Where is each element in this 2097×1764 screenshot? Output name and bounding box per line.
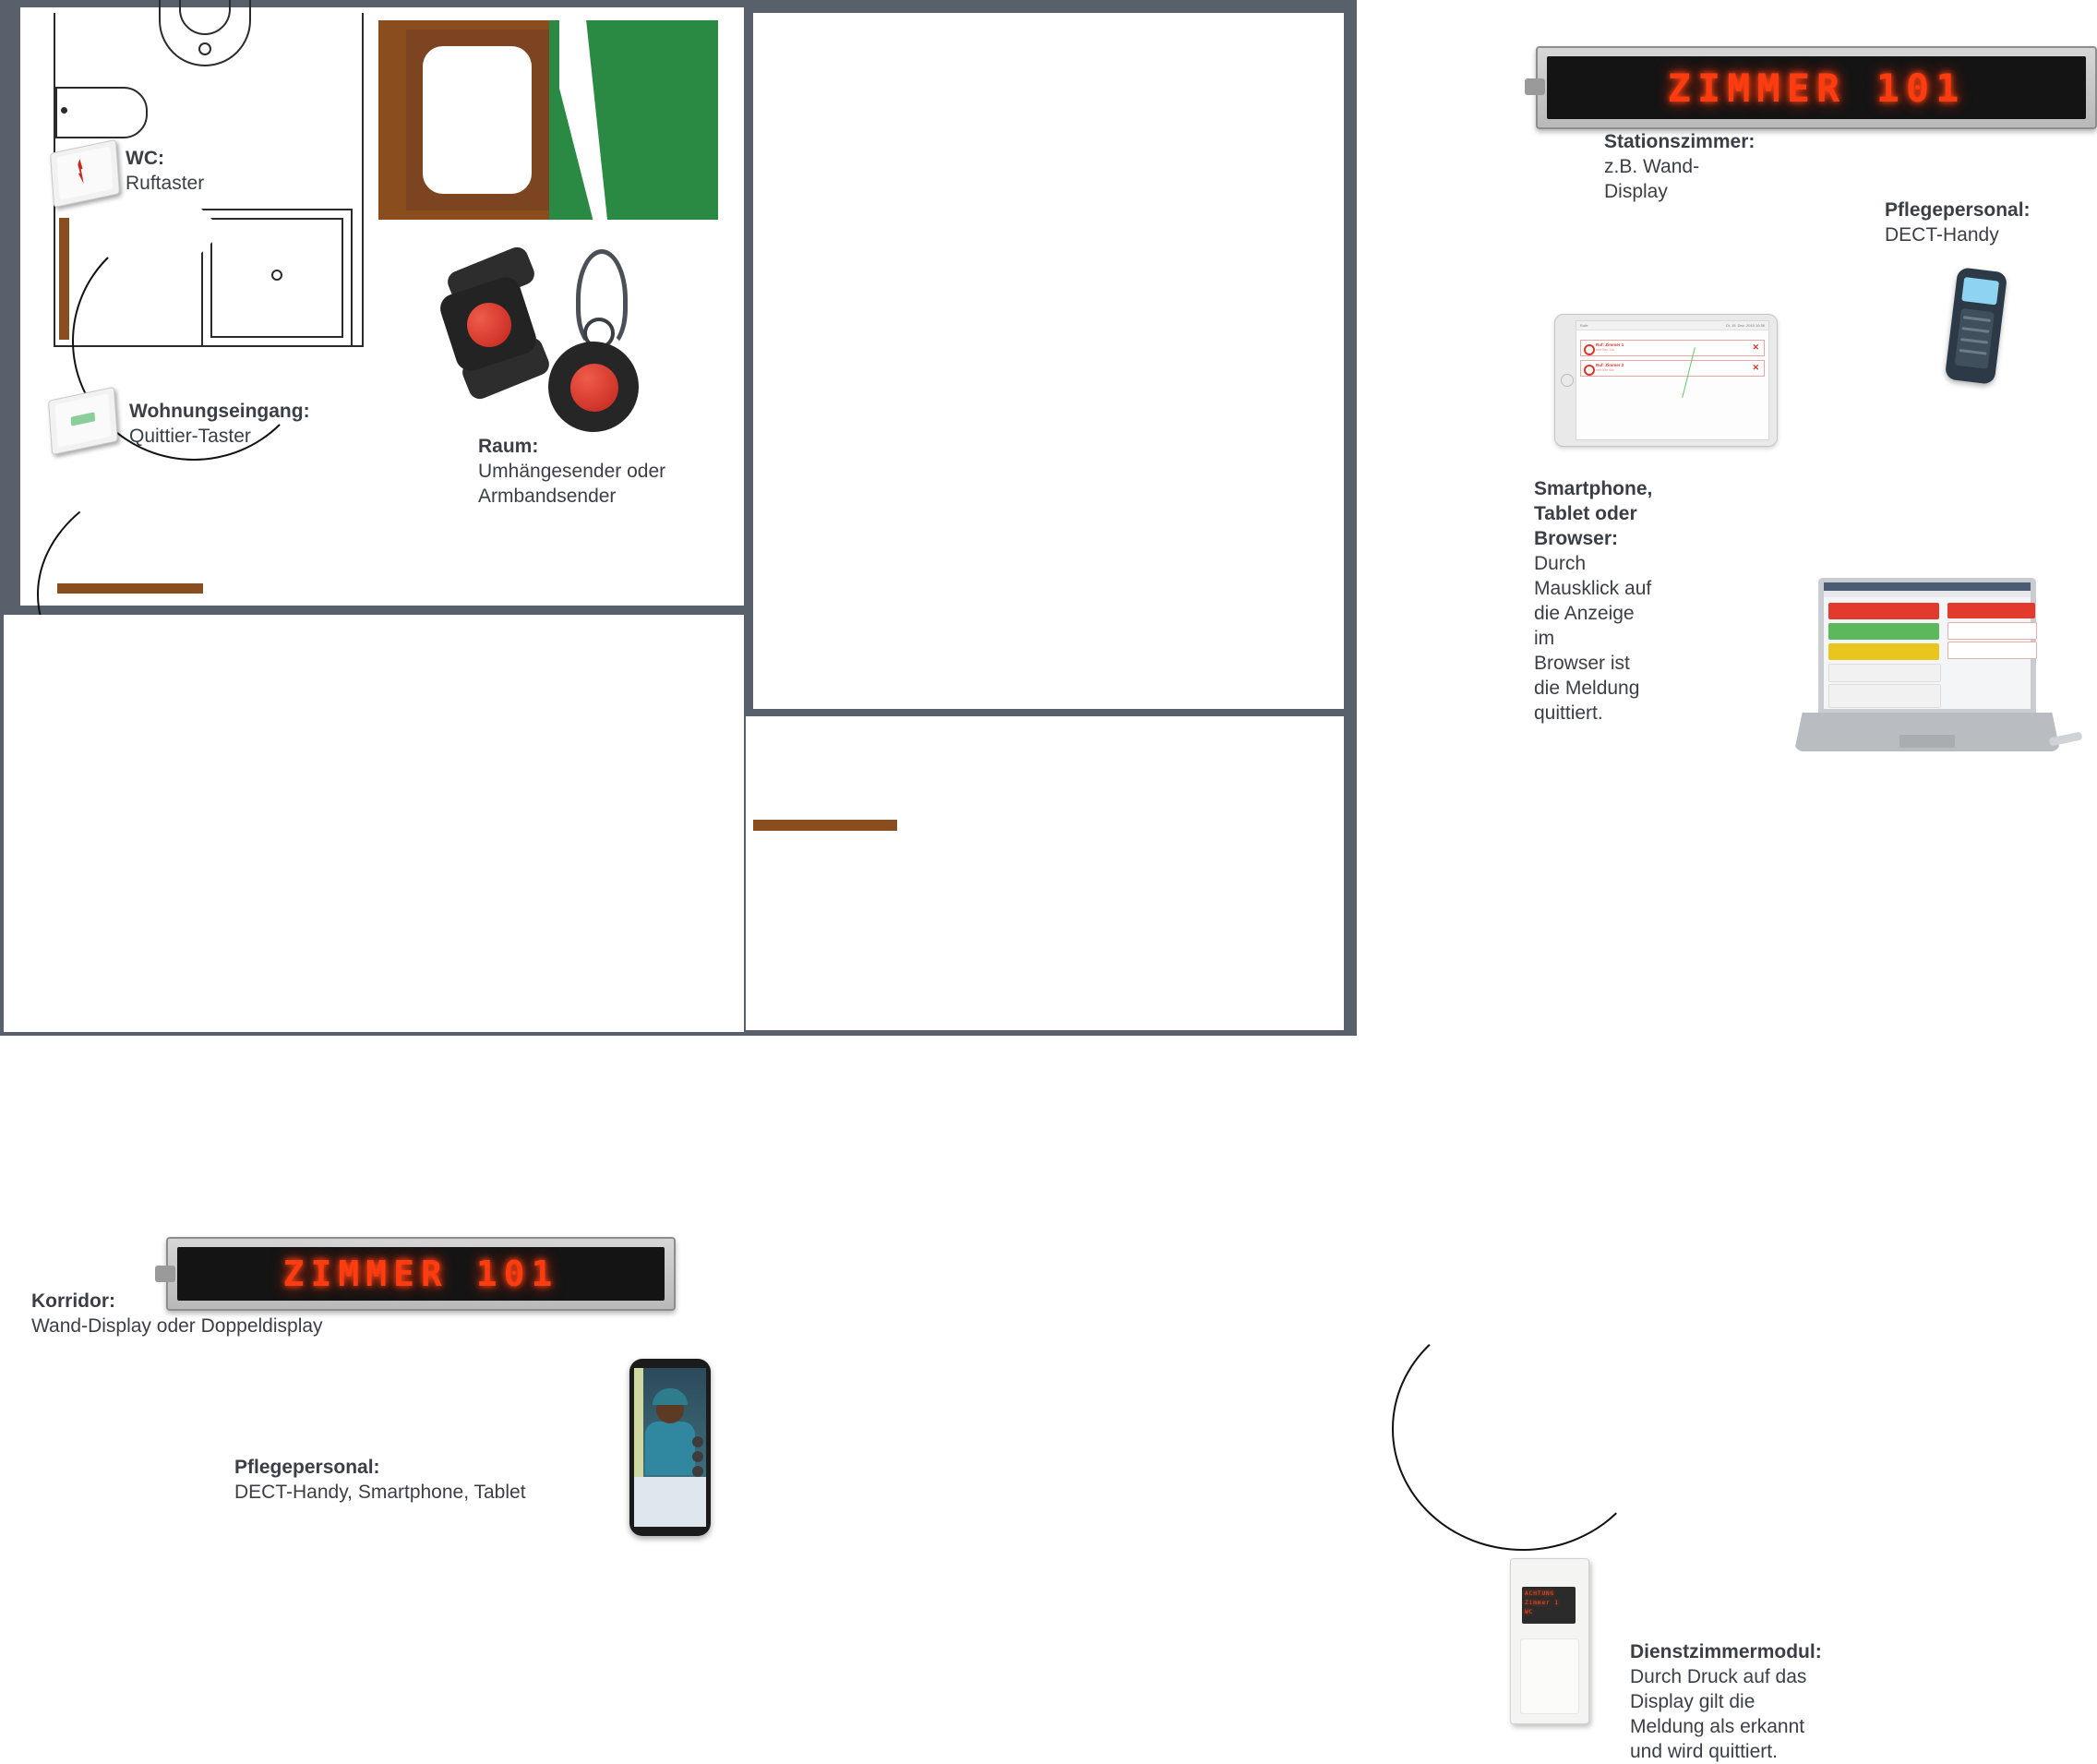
corridor-led-text: ZIMMER 101 bbox=[282, 1254, 559, 1294]
tablet-call-sub: seit 00m 06s bbox=[1596, 368, 1614, 372]
dect-key-row-1[interactable] bbox=[1963, 316, 1991, 322]
laptop-lid bbox=[1818, 578, 2036, 713]
label-staff-dect-desc: DECT-Handy bbox=[1885, 224, 1999, 246]
entrance-acknowledge-button[interactable] bbox=[48, 387, 118, 455]
dect-key-row-3[interactable] bbox=[1960, 338, 1988, 344]
smartphone-screen[interactable] bbox=[634, 1368, 706, 1527]
label-wc-desc: Ruftaster bbox=[126, 173, 205, 194]
label-station bbox=[1604, 129, 1755, 204]
video-lower-panel bbox=[634, 1477, 706, 1527]
dismiss-icon[interactable]: ✕ bbox=[1752, 363, 1759, 372]
display-mount-bracket bbox=[155, 1266, 175, 1282]
label-station-desc: z.B. Wand-Display bbox=[1604, 156, 1700, 202]
label-corridor-desc: Wand-Display oder Doppeldisplay bbox=[31, 1315, 323, 1337]
tablet-call-row[interactable] bbox=[1580, 340, 1765, 356]
label-wc-title: WC: bbox=[126, 148, 164, 169]
tablet-call-sub: seit 00m 14s bbox=[1596, 348, 1614, 352]
label-entrance bbox=[129, 399, 310, 449]
module-display[interactable] bbox=[1522, 1587, 1576, 1624]
module-body bbox=[1520, 1638, 1579, 1714]
room-station bbox=[753, 13, 2031, 724]
tablet-statusbar-title: Rufe bbox=[1580, 323, 1588, 328]
label-corridor-title: Korridor: bbox=[31, 1290, 115, 1312]
module-display-line-1: ACHTUNG bbox=[1525, 1590, 1555, 1597]
dect-screen bbox=[1961, 277, 1999, 305]
call-list-row-warn[interactable] bbox=[1828, 643, 1939, 660]
door-frame-bottom bbox=[378, 210, 549, 220]
laptop-trackpad[interactable] bbox=[1899, 735, 1955, 748]
label-smart-desc-2: Browser ist die Meldung quittiert. bbox=[1534, 653, 1640, 724]
video-call-area bbox=[634, 1368, 706, 1477]
browser-titlebar bbox=[1824, 582, 2031, 591]
laptop-screen[interactable] bbox=[1824, 582, 2031, 709]
label-room-title: Raum: bbox=[478, 436, 539, 457]
service-door-sill bbox=[753, 820, 897, 831]
door-light-streak bbox=[559, 20, 607, 220]
tablet-screen[interactable] bbox=[1576, 320, 1769, 440]
station-led-screen bbox=[1547, 56, 2086, 119]
station-led-text: ZIMMER 101 bbox=[1667, 65, 1966, 111]
smartphone-device[interactable] bbox=[629, 1359, 711, 1536]
dect-key-row-4[interactable] bbox=[1959, 349, 1986, 355]
label-entrance-title: Wohnungseingang: bbox=[129, 401, 310, 422]
side-alert-3[interactable] bbox=[1947, 642, 2037, 659]
sink-drain-icon bbox=[198, 42, 211, 55]
label-wc bbox=[126, 146, 204, 196]
video-control-icon-3[interactable] bbox=[692, 1466, 703, 1477]
side-alert-1[interactable] bbox=[1947, 603, 2035, 618]
service-room-module[interactable] bbox=[1510, 1558, 1589, 1724]
tablet-home-button[interactable] bbox=[1561, 374, 1574, 387]
room-apartment bbox=[20, 7, 744, 606]
tablet-call-label: Ruf: Zimmer 2 bbox=[1596, 363, 1624, 367]
station-led-display bbox=[1536, 46, 2097, 129]
tablet-device[interactable] bbox=[1554, 314, 1778, 447]
toilet-flush-icon bbox=[61, 107, 67, 114]
call-detail-panel bbox=[1828, 684, 1941, 708]
label-room bbox=[478, 434, 665, 509]
label-entrance-desc: Quittier-Taster bbox=[129, 426, 251, 447]
nurse-cap-icon bbox=[653, 1388, 688, 1405]
label-smart-desc-1: Durch Mausklick auf die Anzeige im bbox=[1534, 553, 1652, 649]
door-frame-left bbox=[378, 20, 406, 220]
apartment-door-photo bbox=[378, 20, 718, 220]
station-display-mount bbox=[1525, 78, 1545, 95]
laptop-device[interactable] bbox=[1789, 578, 2066, 770]
call-list-row-idle[interactable] bbox=[1828, 664, 1941, 682]
bathroom-wall-right bbox=[362, 13, 364, 347]
toilet-icon bbox=[55, 87, 148, 138]
label-service-module bbox=[1630, 1639, 1822, 1764]
dect-key-row-2[interactable] bbox=[1961, 327, 1989, 333]
call-list-row-alarm[interactable] bbox=[1828, 603, 1939, 619]
door-frame-top bbox=[378, 20, 549, 30]
video-side-strip bbox=[634, 1368, 643, 1477]
label-staff-corridor-desc: DECT-Handy, Smartphone, Tablet bbox=[234, 1482, 526, 1503]
tablet-statusbar-time: Di, 15. Dez. 2015 10:36 bbox=[1725, 323, 1765, 328]
room-service bbox=[746, 716, 1822, 1762]
tablet-call-label: Ruf: Zimmer 1 bbox=[1596, 342, 1624, 347]
browser-toolbar bbox=[1824, 591, 2031, 597]
label-station-title: Stationszimmer: bbox=[1604, 131, 1755, 152]
video-control-icon-1[interactable] bbox=[692, 1436, 703, 1447]
label-staff-dect-title: Pflegepersonal: bbox=[1885, 199, 2031, 221]
label-service-title: Dienstzimmermodul: bbox=[1630, 1641, 1822, 1662]
pendant-call-button-icon[interactable] bbox=[570, 364, 618, 412]
label-room-desc-1: Umhängesender oder bbox=[478, 461, 666, 482]
module-display-line-2: Zimmer 1 bbox=[1525, 1600, 1559, 1606]
tablet-green-trace bbox=[1682, 347, 1757, 414]
wc-call-button-face bbox=[56, 146, 113, 200]
room-corridor bbox=[4, 615, 744, 1503]
alarm-gear-icon bbox=[1584, 365, 1595, 376]
video-control-icon-2[interactable] bbox=[692, 1451, 703, 1462]
call-list-row-ok[interactable] bbox=[1828, 623, 1939, 640]
label-staff-dect bbox=[1885, 198, 2031, 247]
door-white-inset bbox=[423, 46, 532, 194]
label-staff-corridor-title: Pflegepersonal: bbox=[234, 1457, 380, 1478]
service-door-swing bbox=[1392, 1307, 1654, 1551]
tablet-statusbar bbox=[1576, 321, 1768, 330]
bathroom-door-jamb bbox=[59, 218, 69, 340]
label-staff-corridor bbox=[234, 1455, 526, 1505]
label-corridor bbox=[31, 1289, 323, 1338]
dismiss-icon[interactable]: ✕ bbox=[1752, 342, 1759, 352]
label-service-desc-1: Durch Druck auf das Display gilt die bbox=[1630, 1666, 1807, 1712]
label-room-desc-2: Armbandsender bbox=[478, 486, 617, 507]
nurse-body-icon bbox=[645, 1422, 695, 1475]
label-service-desc-2: Meldung als erkannt und wird quittiert. bbox=[1630, 1716, 1805, 1762]
alarm-gear-icon bbox=[1584, 344, 1595, 355]
side-alert-2[interactable] bbox=[1947, 622, 2037, 640]
wc-call-button[interactable] bbox=[50, 139, 120, 208]
dect-handset[interactable] bbox=[1945, 267, 2007, 385]
module-display-line-3: WC bbox=[1525, 1609, 1534, 1615]
dect-keypad[interactable] bbox=[1955, 308, 1995, 369]
transmitter-group bbox=[437, 249, 674, 443]
label-smart-title: Smartphone, Tablet oder Browser: bbox=[1534, 478, 1653, 549]
label-smartphone-tablet-browser bbox=[1534, 476, 1652, 726]
